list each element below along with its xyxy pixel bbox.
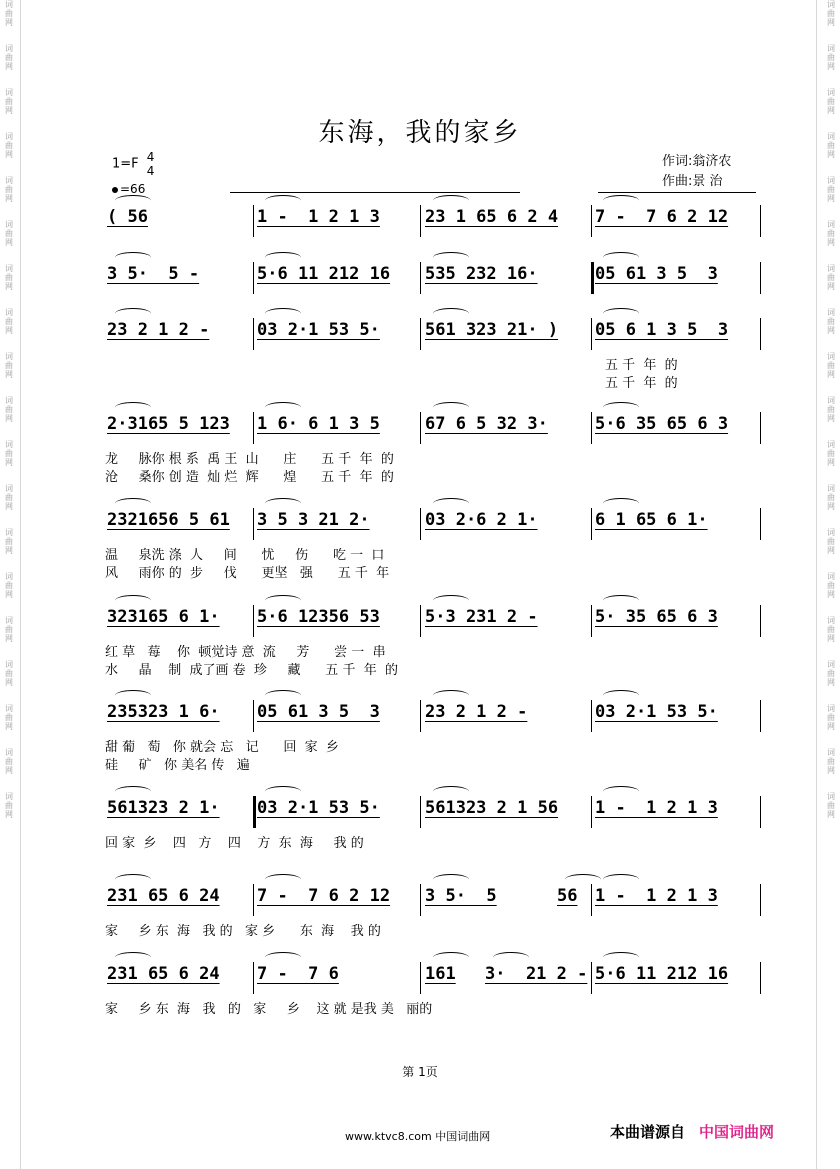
barline — [591, 412, 592, 444]
watermark-text: 词 曲 网 — [5, 396, 13, 423]
time-bottom: 4 — [146, 164, 155, 178]
barline — [760, 508, 761, 540]
measure: 5·6 11 212 16 — [595, 964, 729, 984]
notes-row — [105, 262, 767, 286]
watermark-text: 词 曲 网 — [827, 748, 835, 775]
score-system — [105, 318, 767, 391]
watermark-text: 词 曲 网 — [827, 660, 835, 687]
barline — [253, 262, 254, 294]
barline — [420, 962, 421, 994]
measure: 7 - 7 6 2 12 — [595, 207, 729, 227]
slur-mark — [115, 402, 151, 413]
barline — [760, 796, 761, 828]
measure: 5·6 11 212 16 — [257, 264, 391, 284]
measure: 56 — [557, 886, 578, 906]
barline — [420, 605, 421, 637]
long-tie — [230, 192, 520, 193]
measure: 23 1 65 6 2 4 — [425, 207, 559, 227]
measure: 03 2·6 2 1· — [425, 510, 538, 530]
source-site[interactable]: 中国词曲网 — [699, 1123, 775, 1141]
slur-mark — [433, 402, 469, 413]
watermark-text: 词 曲 网 — [827, 220, 835, 247]
barline — [591, 205, 592, 237]
measure: 3 5 3 21 2· — [257, 510, 370, 530]
key-signature — [112, 150, 154, 178]
barline — [420, 796, 421, 828]
left-watermark-strip — [2, 0, 16, 1169]
notes-row — [105, 508, 767, 532]
watermark-text: 词 曲 网 — [5, 528, 13, 555]
notes-row — [105, 962, 767, 986]
key-label: 1=F — [112, 156, 139, 172]
slur-mark — [265, 308, 301, 319]
watermark-text: 词 曲 网 — [827, 396, 835, 423]
barline — [760, 962, 761, 994]
slur-mark — [603, 952, 639, 963]
lyric-line: 甜 葡 萄 你 就会 忘 记 回 家 乡 — [105, 740, 339, 755]
slur-mark — [433, 595, 469, 606]
score-system — [105, 884, 767, 954]
barline — [253, 508, 254, 540]
slur-mark — [603, 786, 639, 797]
long-tie — [598, 192, 756, 193]
watermark-text: 词 曲 网 — [5, 704, 13, 731]
barline — [253, 700, 254, 732]
watermark-text: 词 曲 网 — [5, 220, 13, 247]
barline — [253, 318, 254, 350]
slur-mark — [433, 786, 469, 797]
watermark-text: 词 曲 网 — [5, 616, 13, 643]
measure: 535 232 16· — [425, 264, 538, 284]
barline — [760, 700, 761, 732]
lyric-line: 硅 矿 你 美名 传 遍 — [105, 758, 250, 773]
page-number: 第 1页 — [402, 1065, 438, 1079]
measure: 5·3 231 2 - — [425, 607, 538, 627]
score-system — [105, 796, 767, 866]
lyric-line: 家 乡 东 海 我 的 家 乡 东 海 我 的 — [105, 924, 381, 939]
barline — [420, 262, 421, 294]
barline — [760, 605, 761, 637]
measure: 5· 35 65 6 3 — [595, 607, 718, 627]
measure: 1 - 1 2 1 3 — [257, 207, 380, 227]
watermark-text: 词 曲 网 — [5, 176, 13, 203]
barline — [253, 884, 254, 916]
barline — [253, 796, 256, 828]
source-label: 本曲谱源自 — [610, 1123, 686, 1141]
slur-mark — [603, 195, 639, 206]
barline — [760, 262, 761, 294]
slur-mark — [265, 786, 301, 797]
slur-mark — [433, 195, 469, 206]
watermark-text: 词 曲 网 — [827, 308, 835, 335]
barline — [760, 884, 761, 916]
measure: 161 — [425, 964, 456, 984]
slur-mark — [115, 690, 151, 701]
measure: 23 2 1 2 - — [107, 320, 210, 340]
measure: 2321656 5 61 — [107, 510, 230, 530]
measure: 561323 2 1· — [107, 798, 220, 818]
barline — [591, 262, 594, 294]
barline — [591, 605, 592, 637]
composer: 作曲:景 治 — [662, 174, 723, 189]
watermark-text: 词 曲 网 — [5, 0, 13, 27]
barline — [591, 508, 592, 540]
slur-mark — [115, 874, 151, 885]
barline — [420, 205, 421, 237]
watermark-text: 词 曲 网 — [5, 264, 13, 291]
slur-mark — [265, 498, 301, 509]
source-credit — [610, 1121, 774, 1142]
watermark-text: 词 曲 网 — [827, 132, 835, 159]
measure: 67 6 5 32 3· — [425, 414, 548, 434]
slur-mark — [115, 595, 151, 606]
watermark-text: 词 曲 网 — [5, 132, 13, 159]
notes-row — [105, 796, 767, 820]
barline — [253, 962, 254, 994]
tempo-marking — [112, 182, 145, 196]
measure: 3· 21 2 - — [485, 964, 588, 984]
lyric-line: 家 乡 东 海 我 的 家 乡 这 就 是我 美 丽的 — [105, 1002, 433, 1017]
measure: 03 2·1 53 5· — [257, 320, 380, 340]
credits — [662, 152, 731, 192]
tempo-value: =66 — [120, 182, 146, 196]
measure: 235323 1 6· — [107, 702, 220, 722]
measure: 1 - 1 2 1 3 — [595, 798, 718, 818]
measure: 7 - 7 6 2 12 — [257, 886, 391, 906]
measure: 1 - 1 2 1 3 — [595, 886, 718, 906]
lyricist: 作词:翁济农 — [662, 154, 732, 169]
measure: 561 323 21· ) — [425, 320, 559, 340]
barline — [420, 508, 421, 540]
notes-row — [105, 605, 767, 629]
lyric-line: 红 草 莓 你 顿觉诗 意 流 芳 尝 一 串 — [105, 645, 386, 660]
score-system — [105, 508, 767, 581]
barline — [420, 412, 421, 444]
slur-mark — [265, 952, 301, 963]
slur-mark — [603, 402, 639, 413]
slur-mark — [433, 498, 469, 509]
watermark-text: 词 曲 网 — [5, 748, 13, 775]
measure: 3 5· 5 — [425, 886, 497, 906]
slur-mark — [433, 690, 469, 701]
notes-row — [105, 884, 767, 908]
measure: 7 - 7 6 — [257, 964, 339, 984]
watermark-text: 词 曲 网 — [827, 264, 835, 291]
slur-mark — [115, 952, 151, 963]
notes-row — [105, 412, 767, 436]
measure: 6 1 65 6 1· — [595, 510, 708, 530]
watermark-text: 词 曲 网 — [5, 352, 13, 379]
notes-row — [105, 700, 767, 724]
slur-mark — [265, 595, 301, 606]
barline — [591, 700, 592, 732]
time-signature — [147, 150, 155, 178]
lyric-line: 回 家 乡 四 方 四 方 东 海 我 的 — [105, 836, 364, 851]
time-top: 4 — [146, 150, 155, 164]
lyric-line: 沧 桑你 创 造 灿 烂 辉 煌 五 千 年 的 — [105, 470, 394, 485]
watermark-text: 词 曲 网 — [827, 528, 835, 555]
barline — [591, 796, 592, 828]
watermark-text: 词 曲 网 — [5, 484, 13, 511]
measure: 231 65 6 24 — [107, 886, 220, 906]
slur-mark — [115, 498, 151, 509]
measure: 5·6 12356 53 — [257, 607, 380, 627]
measure: 23 2 1 2 - — [425, 702, 528, 722]
watermark-text: 词 曲 网 — [827, 572, 835, 599]
slur-mark — [433, 308, 469, 319]
watermark-text: 词 曲 网 — [827, 352, 835, 379]
measure: 231 65 6 24 — [107, 964, 220, 984]
watermark-text: 词 曲 网 — [5, 308, 13, 335]
song-title: 东海，我的家乡 — [318, 118, 522, 148]
barline — [253, 412, 254, 444]
score-system — [105, 412, 767, 485]
slur-mark — [603, 874, 639, 885]
slur-mark — [433, 874, 469, 885]
measure: 2·3165 5 123 — [107, 414, 230, 434]
watermark-text: 词 曲 网 — [5, 660, 13, 687]
slur-mark — [115, 786, 151, 797]
slur-mark — [565, 874, 601, 885]
measure: 1 6· 6 1 3 5 — [257, 414, 380, 434]
watermark-text: 词 曲 网 — [827, 792, 835, 819]
measure: 05 61 3 5 3 — [257, 702, 380, 722]
slur-mark — [603, 595, 639, 606]
watermark-text: 词 曲 网 — [5, 572, 13, 599]
slur-mark — [265, 690, 301, 701]
slur-mark — [433, 252, 469, 263]
barline — [760, 205, 761, 237]
note-icon — [112, 187, 118, 193]
right-watermark-strip — [824, 0, 838, 1169]
slur-mark — [265, 252, 301, 263]
slur-mark — [265, 402, 301, 413]
notes-row — [105, 318, 767, 342]
left-margin-line — [20, 0, 21, 1169]
watermark-text: 词 曲 网 — [827, 0, 835, 27]
slur-mark — [115, 252, 151, 263]
barline — [420, 318, 421, 350]
barline — [253, 605, 254, 637]
slur-mark — [265, 195, 301, 206]
right-margin-line — [816, 0, 817, 1169]
footer-url: www.ktvc8.com 中国词曲网 — [345, 1130, 491, 1143]
lyric-line: 温 泉洗 涤 人 间 忧 伤 吃 一 口 — [105, 548, 385, 563]
measure: 05 61 3 5 3 — [595, 264, 718, 284]
barline — [591, 318, 592, 350]
measure: 05 6 1 3 5 3 — [595, 320, 729, 340]
watermark-text: 词 曲 网 — [827, 484, 835, 511]
barline — [760, 318, 761, 350]
measure: 03 2·1 53 5· — [257, 798, 380, 818]
measure: 561323 2 1 56 — [425, 798, 559, 818]
slur-mark — [115, 195, 151, 206]
lyric-line: 五 千 年 的 — [605, 358, 678, 373]
slur-mark — [603, 252, 639, 263]
watermark-text: 词 曲 网 — [5, 440, 13, 467]
barline — [591, 962, 592, 994]
measure: 323165 6 1· — [107, 607, 220, 627]
measure: ( 56 — [107, 207, 148, 227]
measure: 03 2·1 53 5· — [595, 702, 718, 722]
lyric-line: 五 千 年 的 — [605, 376, 678, 391]
watermark-text: 词 曲 网 — [5, 44, 13, 71]
watermark-text: 词 曲 网 — [827, 44, 835, 71]
slur-mark — [603, 690, 639, 701]
watermark-text: 词 曲 网 — [827, 88, 835, 115]
watermark-text: 词 曲 网 — [5, 88, 13, 115]
watermark-text: 词 曲 网 — [827, 616, 835, 643]
lyric-line: 水 晶 制 成了画 卷 珍 藏 五 千 年 的 — [105, 663, 398, 678]
watermark-text: 词 曲 网 — [827, 704, 835, 731]
slur-mark — [265, 874, 301, 885]
notes-row — [105, 205, 767, 229]
measure: 5·6 35 65 6 3 — [595, 414, 729, 434]
slur-mark — [433, 952, 469, 963]
watermark-text: 词 曲 网 — [5, 792, 13, 819]
barline — [420, 884, 421, 916]
slur-mark — [115, 308, 151, 319]
lyric-line: 龙 脉你 根 系 禹 王 山 庄 五 千 年 的 — [105, 452, 394, 467]
slur-mark — [603, 308, 639, 319]
barline — [420, 700, 421, 732]
score-system — [105, 605, 767, 678]
barline — [253, 205, 254, 237]
barline — [760, 412, 761, 444]
slur-mark — [493, 952, 529, 963]
measure: 3 5· 5 - — [107, 264, 200, 284]
score-system — [105, 962, 767, 1032]
barline — [591, 884, 592, 916]
lyric-line: 风 雨你 的 步 伐 更坚 强 五 千 年 — [105, 566, 390, 581]
watermark-text: 词 曲 网 — [827, 176, 835, 203]
slur-mark — [603, 498, 639, 509]
score-system — [105, 700, 767, 773]
watermark-text: 词 曲 网 — [827, 440, 835, 467]
